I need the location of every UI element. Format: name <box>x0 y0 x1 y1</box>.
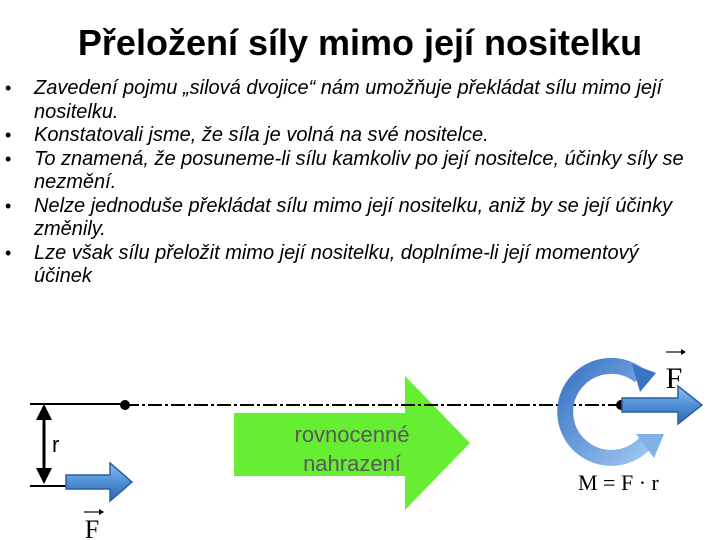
force-symbol-right: F <box>665 362 683 395</box>
distance-label: r <box>52 432 60 457</box>
bullet-text: To znamená, že posuneme-li sílu kamkoliv po její nositelce, účinky síly se nezmění. <box>34 147 684 193</box>
force-label-right <box>666 349 686 395</box>
bullet-dot-icon: • <box>5 242 12 263</box>
point-left <box>120 400 130 410</box>
bullet-dot-icon: • <box>5 125 12 145</box>
arrow-text-line1: rovnocenné <box>294 422 410 447</box>
bullet-dot-icon: • <box>5 148 12 169</box>
bullet-text: Konstatovali jsme, že síla je volná na své nositelce. <box>34 124 489 146</box>
slide-title: Přeložení síly mimo její nositelku <box>77 22 643 63</box>
bullet-dot-icon: • <box>5 78 12 98</box>
force-arrow-right <box>622 386 702 424</box>
bullet-text: Zavedení pojmu „silová dvojice“ nám umožňuje překládat sílu mimo její nositelku. <box>34 77 663 123</box>
force-arrow-left <box>66 463 132 501</box>
bullet-text: Lze však sílu přeložit mimo její nositelku, doplníme-li její momentový účinek <box>34 241 639 287</box>
moment-formula: M = F · r <box>578 470 659 495</box>
force-label-left <box>84 509 104 540</box>
force-symbol-left: F <box>84 515 100 540</box>
equivalence-arrow <box>234 376 470 510</box>
arrow-text-line2: nahrazení <box>303 451 401 476</box>
bullet-dot-icon: • <box>5 195 12 216</box>
bullet-text: Nelze jednoduše překládat sílu mimo její nositelku, aniž by se její účinky změnily. <box>34 194 673 240</box>
distance-dimension <box>36 404 59 484</box>
